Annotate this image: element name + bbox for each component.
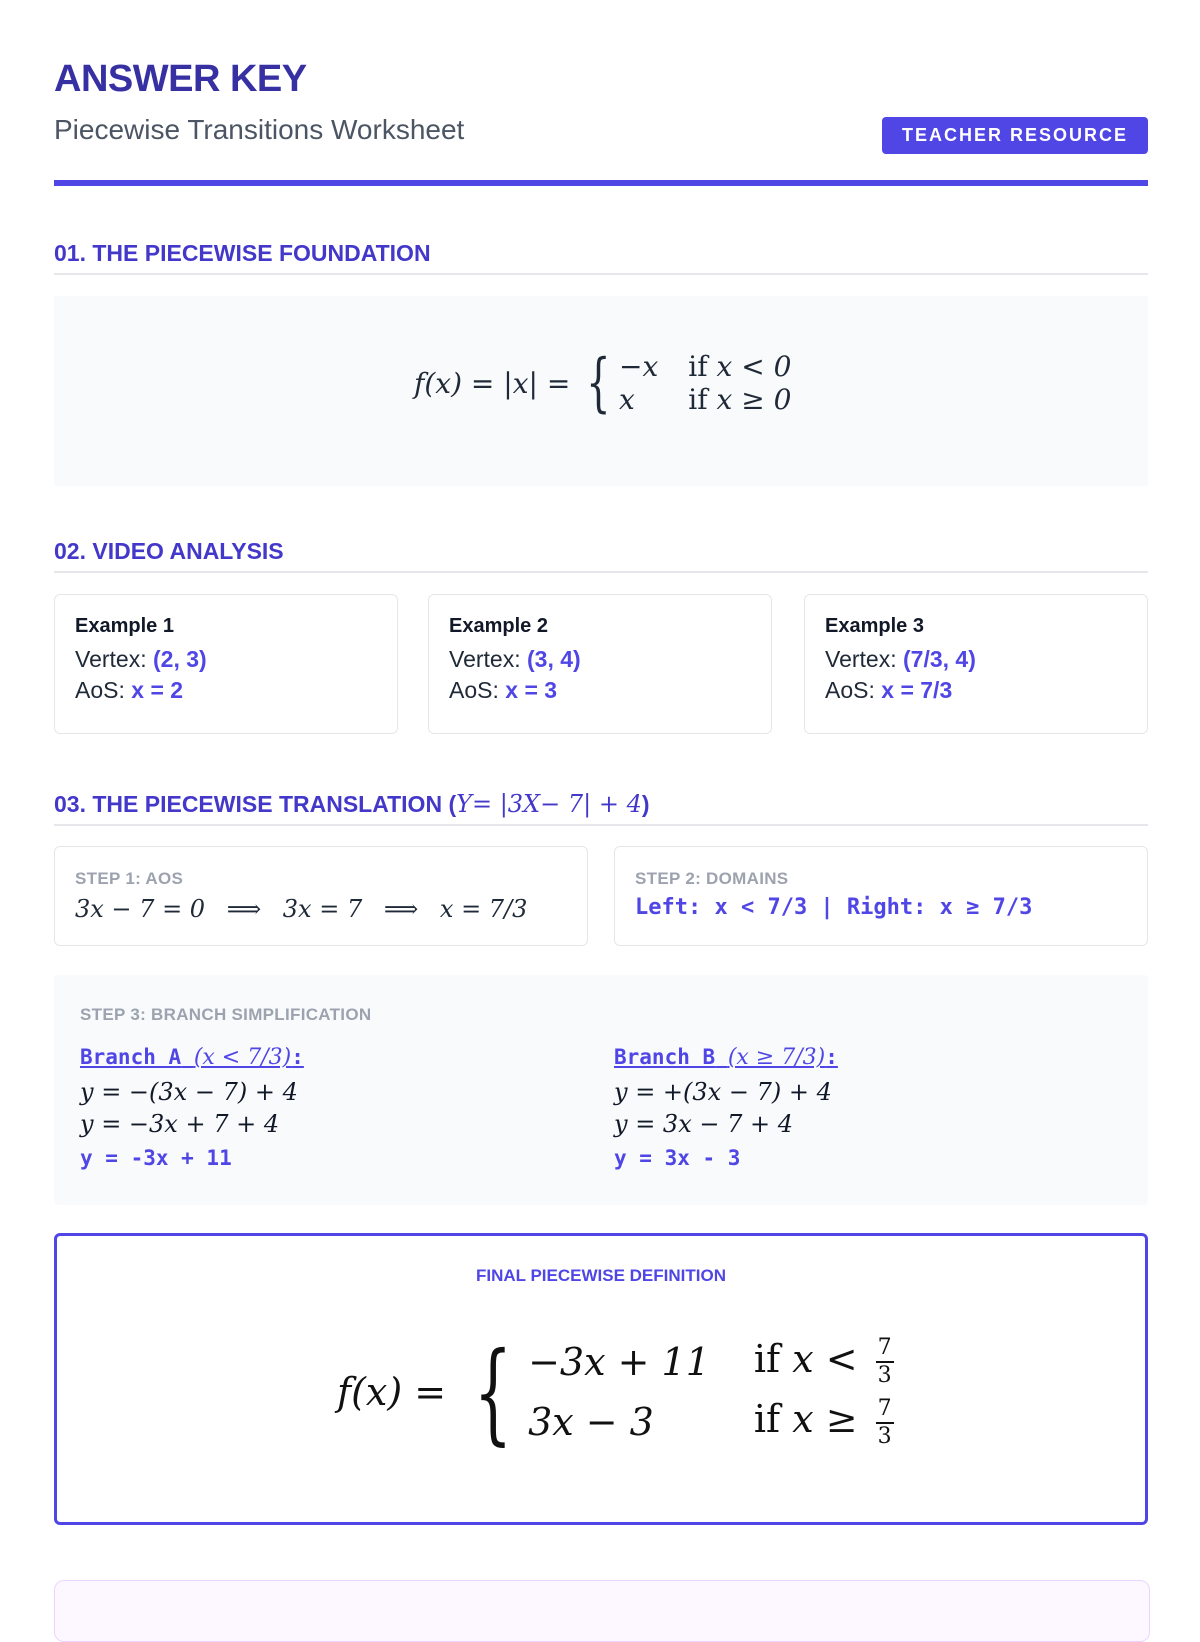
case-row bbox=[619, 383, 805, 416]
step-1-box bbox=[54, 846, 588, 946]
section-3-heading-math: Y= |3X− 7| + 4 bbox=[456, 790, 642, 818]
branch-a-title: Branch A bbox=[80, 1045, 182, 1069]
foundation-box bbox=[54, 296, 1148, 486]
branch-b-heading bbox=[614, 1045, 1114, 1070]
branch-b-condition: (x ≥ 7/3) bbox=[727, 1045, 826, 1070]
step-3-label: STEP 3: BRANCH SIMPLIFICATION bbox=[80, 1005, 372, 1024]
branch-b-line: y = 3x − 7 + 4 bbox=[614, 1110, 794, 1138]
aos-value: x = 2 bbox=[131, 677, 184, 703]
vertex-label: Vertex: bbox=[825, 646, 897, 672]
step-1-label: STEP 1: AOS bbox=[75, 869, 184, 888]
left-brace: { bbox=[473, 1328, 513, 1456]
fraction-denominator: 3 bbox=[877, 1363, 892, 1388]
final-lhs: f(x) = bbox=[337, 1370, 447, 1414]
example-card bbox=[54, 594, 398, 734]
left-brace: { bbox=[586, 346, 611, 420]
branch-a-line: y = −3x + 7 + 4 bbox=[80, 1110, 280, 1138]
final-definition-box bbox=[54, 1233, 1148, 1525]
page-title: ANSWER KEY bbox=[54, 58, 307, 100]
branch-a-condition: (x < 7/3) bbox=[193, 1045, 292, 1070]
branch-b bbox=[614, 1045, 1114, 1170]
aos-label: AoS: bbox=[825, 677, 875, 703]
example-title: Example 3 bbox=[825, 615, 924, 637]
case-expr: −x bbox=[619, 350, 659, 383]
aos-value: x = 3 bbox=[505, 677, 558, 703]
example-card bbox=[428, 594, 772, 734]
branch-a-line: y = −(3x − 7) + 4 bbox=[80, 1078, 298, 1106]
branch-a-colon: : bbox=[291, 1045, 304, 1069]
branch-a bbox=[80, 1045, 580, 1170]
fraction-numerator: 7 bbox=[876, 1398, 894, 1424]
step-2-domains: Left: x < 7/3 | Right: x ≥ 7/3 bbox=[635, 895, 1033, 920]
case-condition: x < 0 bbox=[716, 350, 792, 383]
branch-a-result: y = -3x + 11 bbox=[80, 1146, 232, 1170]
implies-symbol: ⟹ bbox=[383, 895, 419, 923]
branch-a-heading bbox=[80, 1045, 580, 1070]
page-subtitle: Piecewise Transitions Worksheet bbox=[54, 114, 465, 145]
aos-label: AoS: bbox=[75, 677, 125, 703]
branch-b-line: y = +(3x − 7) + 4 bbox=[614, 1078, 832, 1106]
if-word: if bbox=[753, 1336, 781, 1381]
final-case-expr: −3x + 11 bbox=[528, 1339, 710, 1384]
case-expr: x bbox=[619, 383, 635, 416]
final-case-table bbox=[528, 1337, 908, 1448]
step-2-label: STEP 2: DOMAINS bbox=[635, 869, 789, 888]
if-word: if bbox=[688, 383, 708, 416]
final-label: FINAL PIECEWISE DEFINITION bbox=[476, 1266, 726, 1285]
step-1-equation bbox=[75, 895, 567, 923]
fraction-numerator: 7 bbox=[876, 1337, 894, 1363]
section-3-heading bbox=[54, 790, 1148, 826]
formula-lhs: f(x) = |x| = bbox=[414, 366, 571, 400]
vertex-value: (3, 4) bbox=[527, 646, 581, 672]
final-case-row bbox=[528, 1337, 908, 1398]
if-word: if bbox=[688, 350, 708, 383]
teacher-resource-badge: TEACHER RESOURCE bbox=[882, 117, 1148, 154]
if-word: if bbox=[753, 1397, 781, 1441]
abs-piecewise-formula bbox=[414, 346, 805, 420]
final-case-expr: 3x − 3 bbox=[528, 1400, 654, 1445]
example-card bbox=[804, 594, 1148, 734]
section-2-heading: 02. VIDEO ANALYSIS bbox=[54, 538, 1148, 573]
branch-b-title: Branch B bbox=[614, 1045, 716, 1069]
next-section-box bbox=[54, 1580, 1150, 1642]
aos-label: AoS: bbox=[449, 677, 499, 703]
case-table bbox=[619, 350, 805, 416]
fraction bbox=[876, 1395, 894, 1449]
final-piecewise-formula bbox=[337, 1328, 908, 1456]
fraction-denominator: 3 bbox=[877, 1423, 892, 1449]
step-2-box bbox=[614, 846, 1148, 946]
example-title: Example 1 bbox=[75, 615, 174, 637]
aos-value: x = 7/3 bbox=[881, 677, 953, 703]
case-row bbox=[619, 350, 805, 383]
final-case-condition: x < bbox=[792, 1336, 858, 1381]
fraction bbox=[876, 1337, 894, 1387]
final-case-row bbox=[528, 1397, 908, 1448]
case-condition: x ≥ 0 bbox=[716, 383, 792, 416]
vertex-label: Vertex: bbox=[449, 646, 521, 672]
vertex-value: (7/3, 4) bbox=[903, 646, 976, 672]
example-title: Example 2 bbox=[449, 615, 548, 637]
implies-symbol: ⟹ bbox=[226, 895, 262, 923]
equation-part: x = 7/3 bbox=[439, 895, 528, 923]
section-3-heading-text: 03. THE PIECEWISE TRANSLATION ( bbox=[54, 791, 457, 817]
step-3-box bbox=[54, 975, 1148, 1205]
branch-b-colon: : bbox=[825, 1045, 838, 1069]
equation-part: 3x = 7 bbox=[282, 895, 363, 923]
section-3-heading-close: ) bbox=[641, 791, 650, 817]
vertex-value: (2, 3) bbox=[153, 646, 207, 672]
equation-part: 3x − 7 = 0 bbox=[75, 895, 206, 923]
branch-b-result: y = 3x - 3 bbox=[614, 1146, 741, 1170]
vertex-label: Vertex: bbox=[75, 646, 147, 672]
header-divider bbox=[54, 180, 1148, 186]
section-1-heading: 01. THE PIECEWISE FOUNDATION bbox=[54, 240, 1148, 275]
final-case-condition: x ≥ bbox=[792, 1397, 858, 1441]
